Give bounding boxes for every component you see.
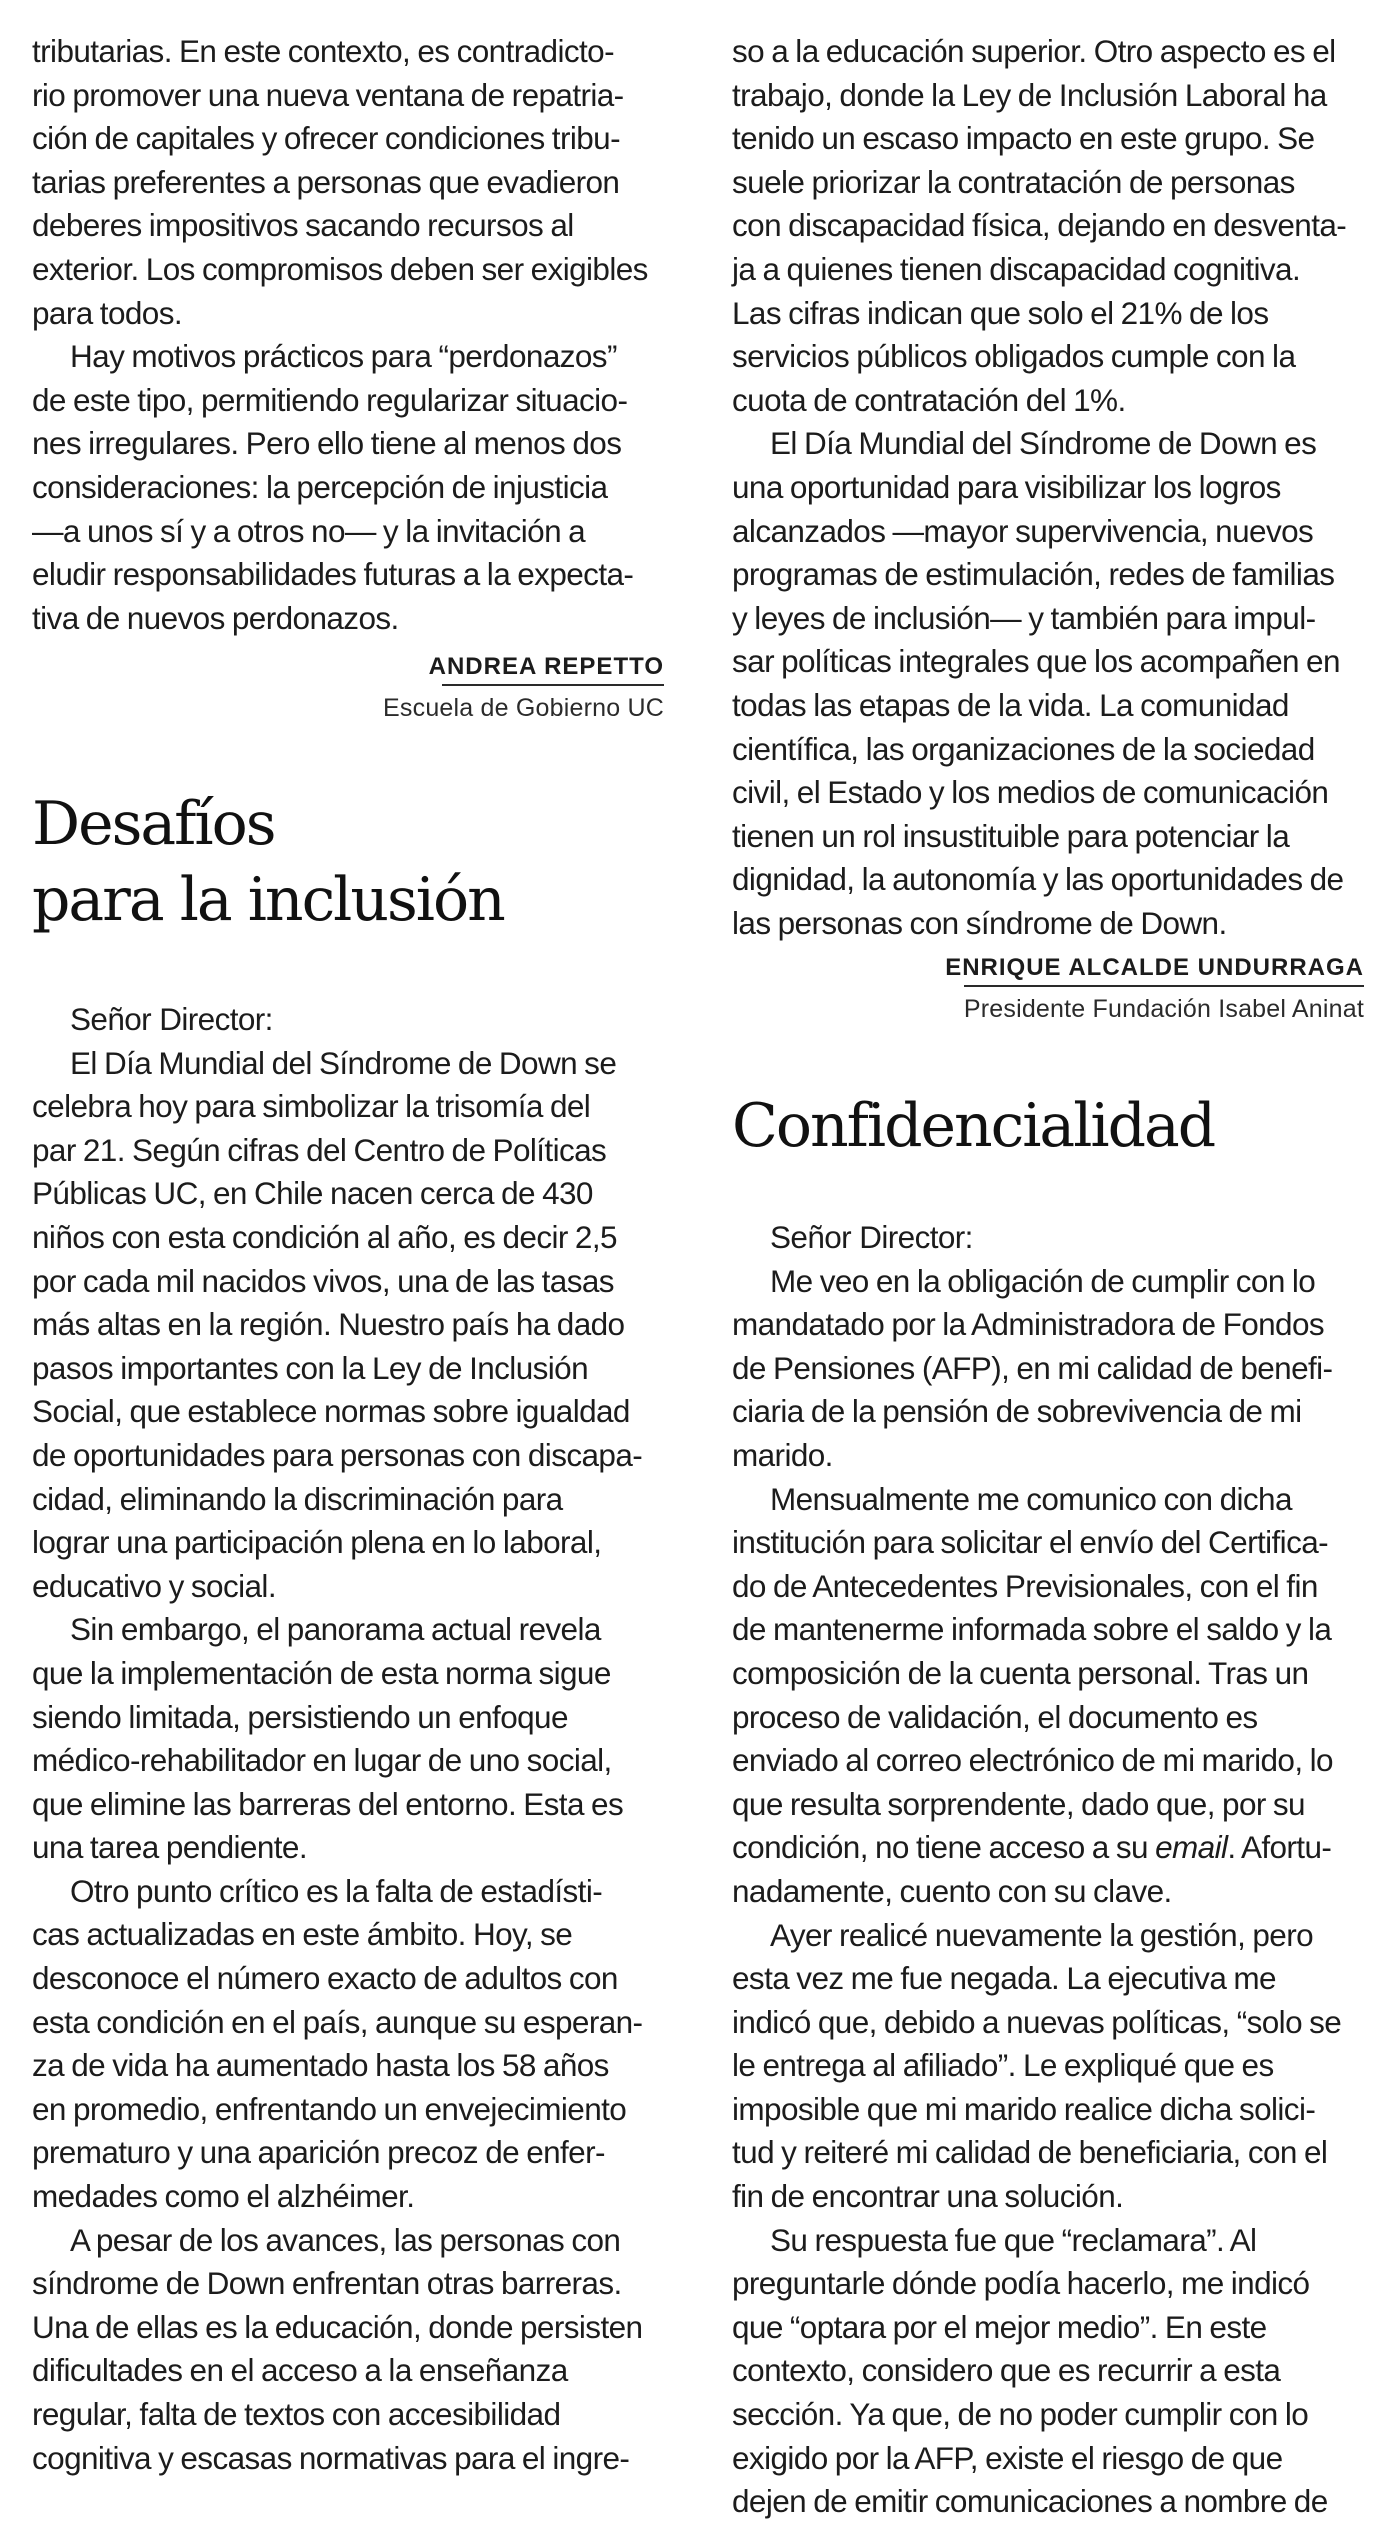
text-line: de oportunidades para personas con discapa-: [32, 1436, 643, 1473]
text-line: Una de ellas es la educación, donde persisten: [32, 2308, 643, 2345]
text-line: nadamente, cuento con su clave.: [732, 1872, 1172, 1909]
text-line: cidad, eliminando la discriminación para: [32, 1480, 563, 1517]
text-line: educativo y social.: [32, 1567, 276, 1604]
text-line: más altas en la región. Nuestro país ha dado: [32, 1306, 625, 1343]
text-line: suele priorizar la contratación de personas: [732, 163, 1295, 200]
text-line: ción de capitales y ofrecer condiciones tribu-: [32, 120, 620, 157]
text-line: programas de estimulación, redes de familias: [732, 556, 1335, 593]
text-line: Sin embargo, el panorama actual revela: [70, 1611, 601, 1648]
text-line: una oportunidad para visibilizar los logros: [732, 468, 1281, 505]
author-affiliation: Escuela de Gobierno UC: [383, 694, 664, 723]
text-line: con discapacidad física, dejando en desventa-: [732, 207, 1347, 244]
text-line: proceso de validación, el documento es: [732, 1698, 1258, 1735]
text-line: regular, falta de textos con accesibilidad: [32, 2396, 561, 2432]
text-line: todas las etapas de la vida. La comunidad: [732, 686, 1289, 723]
text-line: le entrega al afiliado”. Le expliqué que es: [732, 2047, 1274, 2084]
text-line: Ayer realicé nuevamente la gestión, pero: [770, 1916, 1314, 1953]
text-line: para todos.: [32, 294, 183, 331]
text-line: cognitiva y escasas normativas para el ingre-: [32, 2439, 630, 2476]
paragraph: [32, 1608, 664, 1870]
paragraph: [32, 30, 664, 335]
text-line: celebra hoy para simbolizar la trisomía del: [32, 1088, 591, 1125]
text-line: Otro punto crítico es la falta de estadísti-: [70, 1872, 603, 1909]
text-line: Social, que establece normas sobre igualdad: [32, 1393, 630, 1430]
text-line: que elimine las barreras del entorno. Esta es: [32, 1785, 624, 1822]
text-line: esta vez me fue negada. La ejecutiva me: [732, 1960, 1276, 1997]
paragraph: [32, 1042, 664, 1609]
text-line: tienen un rol insustituible para potenciar la: [732, 817, 1290, 854]
text-line-with-emphasis: [732, 1826, 1364, 1870]
text-span: condición, no tiene acceso a su: [732, 1829, 1156, 1866]
text-line: enviado al correo electrónico de mi marido, lo: [732, 1742, 1333, 1779]
text-line: eludir responsabilidades futuras a la expecta-: [32, 556, 634, 593]
headline-line: para la inclusión: [32, 865, 504, 935]
text-line: de este tipo, permitiendo regularizar situacio-: [32, 381, 628, 418]
text-line: pasos importantes con la Ley de Inclusión: [32, 1349, 588, 1386]
letter-inclusion: [32, 786, 664, 938]
text-line: —a unos sí y a otros no— y la invitación a: [32, 512, 586, 549]
text-line: siendo limitada, persistiendo un enfoque: [32, 1698, 568, 1735]
salutation: Señor Director:: [770, 1219, 973, 1255]
text-line: las personas con síndrome de Down.: [732, 904, 1227, 941]
text-line: tenido un escaso impacto en este grupo. Se: [732, 120, 1315, 157]
text-line: fin de encontrar una solución.: [732, 2178, 1124, 2215]
text-line: consideraciones: la percepción de injusticia: [32, 468, 608, 505]
text-line: Hay motivos prácticos para “perdonazos”: [70, 338, 617, 375]
headline-line: Desafíos: [32, 789, 275, 859]
paragraph: [732, 1914, 1364, 2219]
letter-inclusion-body: [32, 998, 664, 2480]
text-line: dificultades en el acceso a la enseñanza: [32, 2352, 568, 2389]
text-line: niños con esta condición al año, es decir 2,5: [32, 1218, 617, 1255]
italic-term: email: [1155, 1829, 1228, 1866]
text-line: tud y reiteré mi calidad de beneficiaria, con el: [732, 2134, 1328, 2171]
text-line: tiva de nuevos perdonazos.: [32, 599, 399, 636]
text-line: cuota de contratación del 1%.: [732, 381, 1126, 418]
author-name: ANDREA REPETTO: [428, 653, 664, 681]
text-line: dejen de emitir comunicaciones a nombre de: [732, 2483, 1328, 2520]
text-line: dignidad, la autonomía y las oportunidades de: [732, 861, 1344, 898]
text-line: A pesar de los avances, las personas con: [70, 2221, 621, 2258]
author-affiliation: Presidente Fundación Isabel Aninat: [963, 995, 1364, 1024]
text-line: exigido por la AFP, existe el riesgo de que: [732, 2439, 1283, 2476]
text-line: imposible que mi marido realice dicha solici-: [732, 2090, 1316, 2127]
paragraph: [32, 2219, 664, 2481]
paragraph: [732, 30, 1364, 422]
text-line: so a la educación superior. Otro aspecto es el: [732, 33, 1336, 69]
text-line: tributarias. En este contexto, es contradicto-: [32, 33, 614, 69]
text-line: par 21. Según cifras del Centro de Políticas: [32, 1131, 607, 1168]
text-line: Su respuesta fue que “reclamara”. Al: [770, 2221, 1257, 2258]
text-line: que la implementación de esta norma sigue: [32, 1654, 611, 1691]
text-line: cas actualizadas en este ámbito. Hoy, se: [32, 1916, 573, 1953]
text-line: de mantenerme informada sobre el saldo y la: [732, 1611, 1332, 1648]
paragraph: [32, 335, 664, 640]
text-span: . Afortu-: [1227, 1829, 1332, 1866]
letter-inclusion-continued: [732, 30, 1364, 1027]
author-name: ENRIQUE ALCALDE UNDURRAGA: [945, 954, 1364, 982]
paragraph: [732, 1260, 1364, 1478]
text-line: y leyes de inclusión— y también para impul-: [732, 599, 1316, 636]
text-line: El Día Mundial del Síndrome de Down se: [70, 1044, 617, 1081]
author-divider: [442, 684, 664, 686]
text-line: rio promover una nueva ventana de repatria-: [32, 76, 624, 113]
text-line: Las cifras indican que solo el 21% de los: [732, 294, 1269, 331]
text-line: desconoce el número exacto de adultos con: [32, 1960, 618, 1997]
text-line: síndrome de Down enfrentan otras barreras.: [32, 2265, 622, 2302]
text-line: nes irregulares. Pero ello tiene al menos dos: [32, 425, 622, 462]
text-line: Públicas UC, en Chile nacen cerca de 430: [32, 1175, 593, 1212]
author-divider: [964, 985, 1364, 987]
text-line: que “optara por el mejor medio”. En este: [732, 2308, 1267, 2345]
text-line: institución para solicitar el envío del Certifica-: [732, 1524, 1329, 1561]
text-line: composición de la cuenta personal. Tras un: [732, 1654, 1309, 1691]
text-line: esta condición en el país, aunque su esperan-: [32, 2003, 643, 2040]
text-line: contexto, considero que es recurrir a esta: [732, 2352, 1281, 2389]
text-line: servicios públicos obligados cumple con la: [732, 338, 1296, 375]
letter-headline: Confidencialidad: [732, 1091, 1215, 1161]
text-line: de Pensiones (AFP), en mi calidad de benefi-: [732, 1349, 1333, 1386]
paragraph: [732, 422, 1364, 945]
text-line: marido.: [732, 1436, 833, 1473]
text-line: deberes impositivos sacando recursos al: [32, 207, 574, 244]
text-line: sección. Ya que, de no poder cumplir con lo: [732, 2396, 1309, 2433]
letter-confidentiality-body: [732, 1216, 1364, 2524]
text-line: Mensualmente me comunico con dicha: [770, 1480, 1292, 1517]
text-line: tarias preferentes a personas que evadieron: [32, 163, 620, 200]
text-line: preguntarle dónde podía hacerlo, me indicó: [732, 2265, 1310, 2302]
text-line: una tarea pendiente.: [32, 1829, 307, 1866]
text-line: za de vida ha aumentado hasta los 58 años: [32, 2047, 609, 2084]
text-line: lograr una participación plena en lo laboral,: [32, 1524, 602, 1561]
text-line: mandatado por la Administradora de Fondos: [732, 1306, 1325, 1343]
text-line: exterior. Los compromisos deben ser exigibles: [32, 250, 648, 287]
salutation: Señor Director:: [70, 1001, 273, 1037]
text-line: alcanzados —mayor supervivencia, nuevos: [732, 512, 1314, 549]
text-line: trabajo, donde la Ley de Inclusión Laboral ha: [732, 76, 1327, 113]
text-line: do de Antecedentes Previsionales, con el fin: [732, 1567, 1318, 1604]
text-line: El Día Mundial del Síndrome de Down es: [770, 425, 1317, 462]
text-line: medades como el alzhéimer.: [32, 2178, 415, 2215]
text-line: ja a quienes tienen discapacidad cognitiva.: [732, 250, 1301, 287]
text-line: por cada mil nacidos vivos, una de las tasas: [32, 1262, 614, 1299]
text-line: Me veo en la obligación de cumplir con lo: [770, 1262, 1316, 1299]
text-line: en promedio, enfrentando un envejecimiento: [32, 2090, 627, 2127]
previous-letter-tail: [32, 30, 664, 726]
paragraph: [32, 1870, 664, 2219]
text-line: indicó que, debido a nuevas políticas, “solo se: [732, 2003, 1342, 2040]
text-line: sar políticas integrales que los acompañen en: [732, 643, 1340, 680]
text-line: civil, el Estado y los medios de comunicación: [732, 774, 1329, 811]
paragraph: [732, 1478, 1364, 1914]
letter-headline: [32, 786, 664, 938]
paragraph: [732, 2219, 1364, 2524]
text-line: que resulta sorprendente, dado que, por su: [732, 1785, 1305, 1822]
text-line: científica, las organizaciones de la sociedad: [732, 730, 1315, 767]
text-line: prematuro y una aparición precoz de enfer-: [32, 2134, 605, 2171]
letter-confidentiality: [732, 1088, 1364, 1164]
text-line: médico-rehabilitador en lugar de uno social,: [32, 1742, 612, 1779]
text-line: ciaria de la pensión de sobrevivencia de mi: [732, 1393, 1302, 1430]
